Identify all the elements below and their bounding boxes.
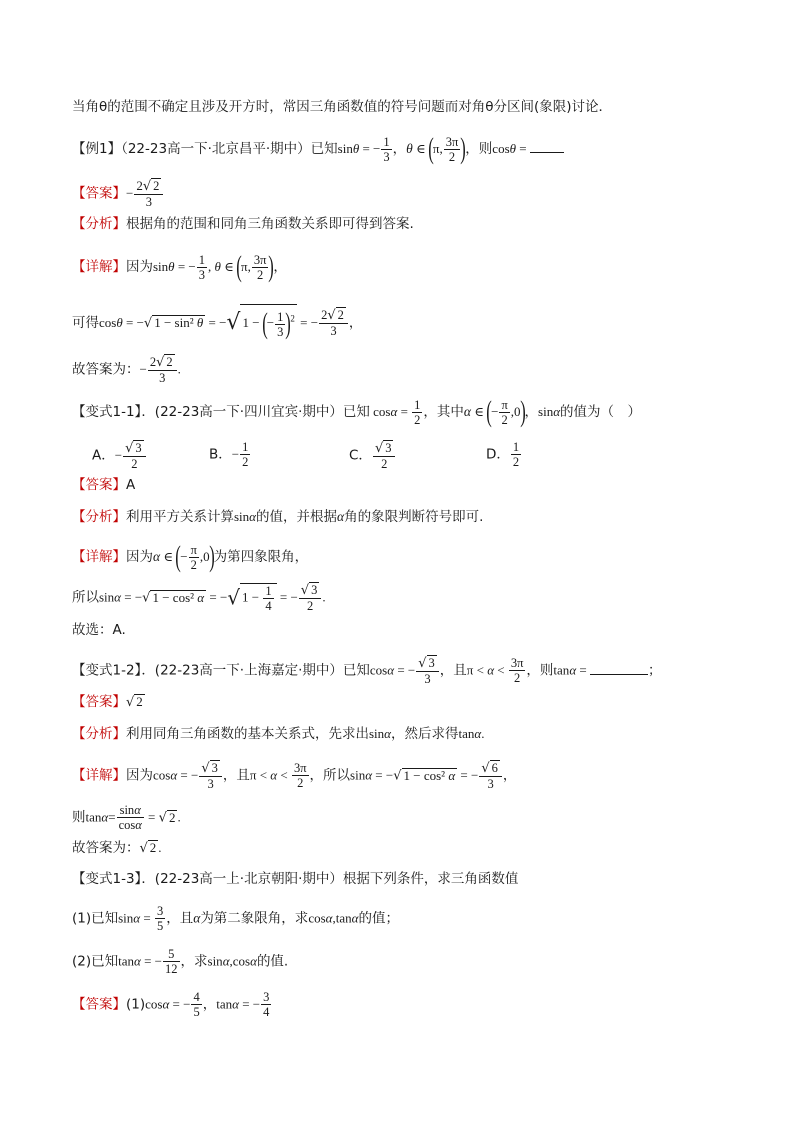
example-1-analysis: 【分析】根据角的范围和同角三角函数关系即可得到答案. <box>72 216 414 232</box>
example-1-stem: 【例1】（22-23高一下·北京昌平·期中）已知sinθ = − $\frac{1}{3}$ ，θ ∈ (π, $\frac{3\pi}{2}$ )，则cosθ = <box>72 134 734 164</box>
option-a[interactable]: A．− $\frac{√ 3}{2}$ <box>92 440 147 471</box>
detail-tag: 【详解】 <box>72 259 126 275</box>
analysis-tag: 【分析】 <box>72 509 126 525</box>
variant-tag: 【变式1-2】 <box>72 662 142 679</box>
fraction: $\frac{1}{3}$ <box>383 134 390 164</box>
variant-1-2-answer: 【答案】√ 2 <box>72 694 143 710</box>
variant-1-2-analysis: 【分析】利用同角三角函数的基本关系式，先求出sinα，然后求得tanα. <box>72 726 485 742</box>
detail-tag: 【详解】 <box>72 767 126 784</box>
variant-1-1-conclusion: 故选：A. <box>72 622 126 638</box>
option-c[interactable]: C． $\frac{√ 3}{2}$ <box>349 440 396 471</box>
option-b[interactable]: B．− $\frac{1}{2}$ <box>209 440 249 469</box>
variant-1-2-conclusion: 故答案为：√ 2 . <box>72 840 162 856</box>
source: ．(22-23高一上·北京朝阳·期中） <box>141 871 343 887</box>
variant-1-1-answer: 【答案】A <box>72 477 136 493</box>
answer-blank <box>530 140 564 153</box>
answer-tag: 【答案】 <box>72 185 126 202</box>
variant-1-3-stem: 【变式1-3】．(22-23高一上·北京朝阳·期中）根据下列条件，求三角函数值 <box>72 871 519 887</box>
analysis-tag: 【分析】 <box>72 216 126 232</box>
source: ．(22-23高一下·四川宜宾·期中） <box>141 404 343 420</box>
variant-1-1-detail: 【详解】因为α ∈ (− $\frac{\pi}{2}$ ,0)为第四象限角， <box>72 540 309 573</box>
answer-tag: 【答案】 <box>72 694 126 710</box>
variant-1-3-q1: (1)已知sinα = $\frac{3}{5}$ ，且α为第二象限角，求cosα,tanα的值； <box>72 904 399 933</box>
variant-1-3-answer: 【答案】(1)cosα = − $\frac{4}{5}$ ，tanα = − $\frac{3}{4}$ <box>72 990 270 1019</box>
analysis-tag: 【分析】 <box>72 726 126 742</box>
variant-1-2-stem: 【变式1-2】．(22-23高一下·上海嘉定·期中）已知cosα = − $\frac{√ 3}{3}$ ，且π < α < $\frac{3\pi}{2}$ ，则tanα = ； <box>72 656 662 686</box>
example-1-detail-line2: 可得cosθ = −√ 1 − sin² θ = −√ 1 − (− $\frac{1}{3}$ )$^2$ = − $\frac{2√ 2}{3}$ ， <box>72 304 734 339</box>
answer-tag: 【答案】 <box>72 477 126 493</box>
example-tag: 【例1】 <box>72 141 122 157</box>
variant-tag: 【变式1-3】 <box>72 871 142 887</box>
option-d[interactable]: D． $\frac{1}{2}$ <box>486 440 520 469</box>
answer-tag: 【答案】 <box>72 996 126 1013</box>
example-1-answer: 【答案】− $\frac{2√ 2}{3}$ <box>72 178 734 209</box>
variant-1-3-q2: (2)已知tanα = − $\frac{5}{12}$ ，求sinα,cosα的值. <box>72 947 289 976</box>
variant-tag: 【变式1-1】 <box>72 404 142 420</box>
example-1-detail: 【详解】因为sinθ = − $\frac{1}{3}$ , θ ∈ (π, $\frac{3\pi}{2}$ )， <box>72 250 287 283</box>
variant-1-2-detail: 【详解】因为cosα = − $\frac{√ 3}{3}$ ，且π < α < $\frac{3\pi}{2}$ ，所以sinα = −√ 1 − cos² α = − $\frac{√ 6}{3}$ ， <box>72 761 517 791</box>
answer-blank <box>590 662 648 675</box>
variant-1-1-stem: 【变式1-1】．(22-23高一下·四川宜宾·期中）已知 cosα = $\frac{1}{2}$ ，其中α ∈ (− $\frac{\pi}{2}$ ,0)，sinα的值为（ ） <box>72 395 642 428</box>
variant-1-1-analysis: 【分析】利用平方关系计算sinα的值，并根据α角的象限判断符号即可. <box>72 509 484 525</box>
variant-1-1-detail-line2: 所以sinα = −√ 1 − cos² α = −√ 1 − $\frac{1}{4}$ = − $\frac{√ 3}{2}$ . <box>72 583 326 614</box>
variant-1-2-detail-line2: 则tanα= $\frac{\sin\alpha}{\cos\alpha}$ = √ 2 . <box>72 803 181 832</box>
source: ．(22-23高一下·上海嘉定·期中） <box>141 662 343 679</box>
detail-tag: 【详解】 <box>72 549 126 565</box>
intro-paragraph: 当角θ的范围不确定且涉及开方时，常因三角函数值的符号问题而对角θ分区间(象限)讨论． <box>72 99 613 115</box>
source: （22-23高一下·北京昌平·期中） <box>121 141 311 157</box>
example-1-conclusion: 故答案为：− $\frac{2√ 2}{3}$ . <box>72 355 181 385</box>
